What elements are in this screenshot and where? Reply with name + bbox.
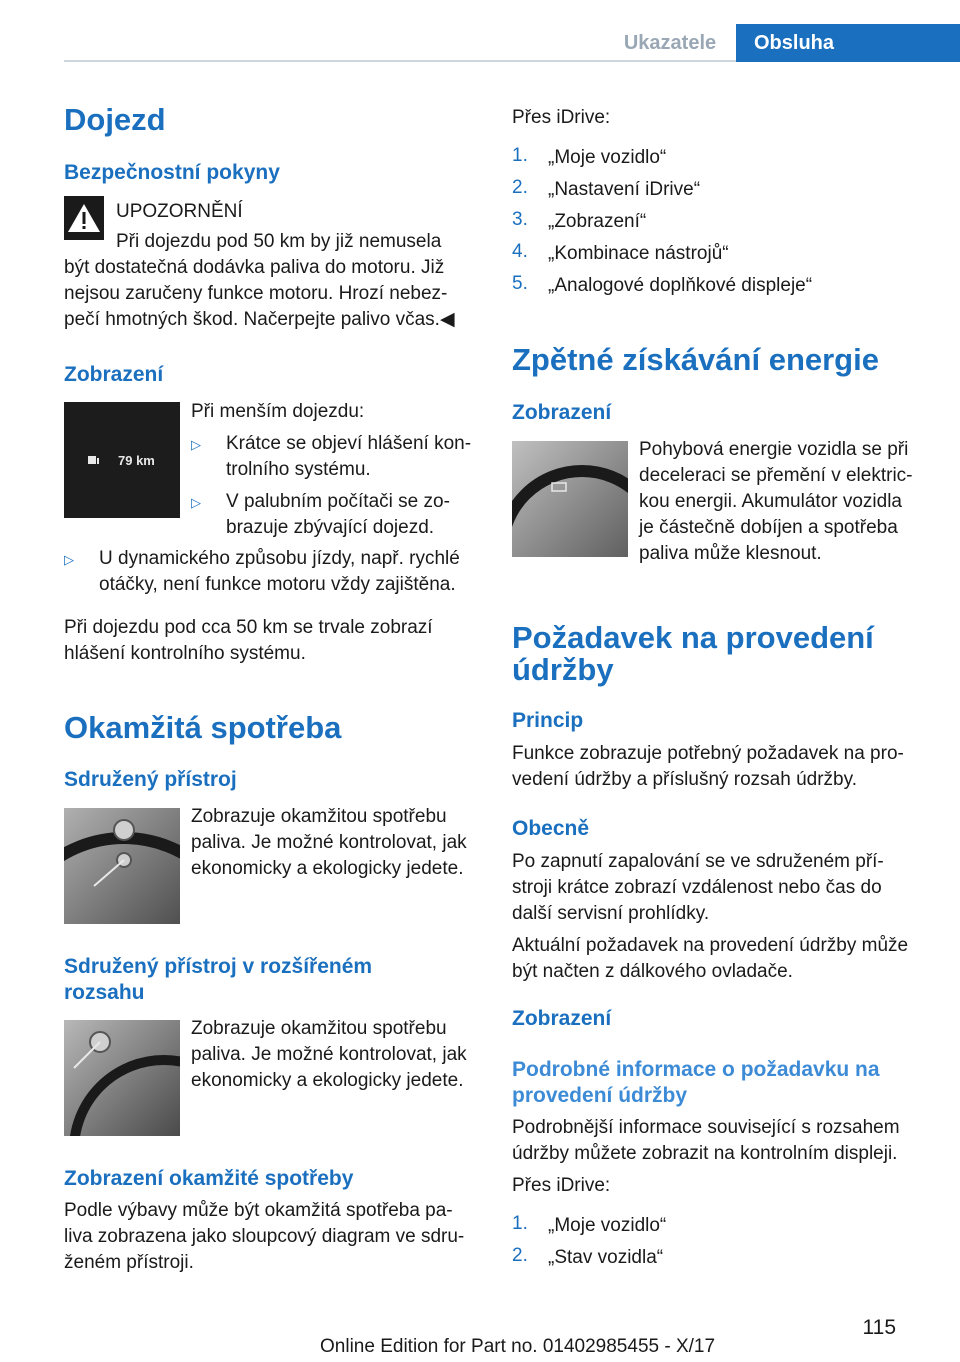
paragraph: vedení údržby a příslušný rozsah údržby.: [512, 769, 857, 790]
list-item: trolního systému.: [226, 459, 371, 480]
principle-heading: Princip: [512, 709, 584, 732]
step-label: „Nastavení iDrive“: [548, 179, 701, 200]
bullet-triangle-icon: ▷: [64, 552, 74, 567]
paragraph: Při dojezdu pod cca 50 km se trvale zobrazí: [64, 617, 433, 638]
service-title: Požadavek na provedení: [512, 620, 874, 655]
regen-display-heading: Zobrazení: [512, 401, 612, 424]
paragraph: paliva může klesnout.: [639, 543, 822, 564]
paragraph: ženém přístroji.: [64, 1252, 194, 1273]
paragraph: Po zapnutí zapalování se ve sdruženém pří‐: [512, 851, 884, 872]
step-label: „Moje vozidlo“: [548, 1215, 667, 1236]
range-display-image: [64, 402, 180, 518]
details-heading: Podrobné informace o požadavku na: [512, 1058, 880, 1081]
range-value-text: 79 km: [118, 453, 155, 468]
fuel-pump-icon: [88, 456, 96, 464]
paragraph: Zobrazuje okamžitou spotřebu: [191, 806, 447, 827]
list-item: V palubním počítači se zo‐: [226, 491, 450, 512]
warning-icon: [64, 196, 104, 240]
paragraph: údržby můžete zobrazit na kontrolním displeji.: [512, 1143, 898, 1164]
display-heading: Zobrazení: [64, 363, 164, 386]
list-item: Krátce se objeví hlášení kon‐: [226, 433, 472, 454]
safety-heading: Bezpečnostní pokyny: [64, 161, 280, 184]
display-intro: Při menším dojezdu:: [191, 401, 365, 422]
list-item: otáčky, není funkce motoru vždy zajištěna.: [99, 574, 456, 595]
paragraph: ekonomicky a ekologicky jedete.: [191, 858, 464, 879]
paragraph: stroji krátce zobrazí vzdálenost nebo čas do: [512, 877, 882, 898]
idrive-intro: Přes iDrive:: [512, 1175, 611, 1196]
paragraph: Zobrazuje okamžitou spotřebu: [191, 1018, 447, 1039]
consumption-title: Okamžitá spotřeba: [64, 710, 342, 745]
warning-text-line: být dostatečná dodávka paliva do motoru. Již: [64, 257, 445, 278]
regen-gauge-image: [512, 441, 628, 557]
instant-heading: Zobrazení okamžité spotřeby: [64, 1167, 354, 1190]
paragraph: ekonomicky a ekologicky jedete.: [191, 1070, 464, 1091]
general-heading: Obecně: [512, 817, 590, 840]
ext-heading: rozsahu: [64, 981, 145, 1004]
warning-text-line: nejsou zaručeny funkce motoru. Hrozí nebez‐: [64, 283, 448, 304]
step-number: 1.: [512, 145, 528, 166]
paragraph: Funkce zobrazuje potřebný požadavek na pro‐: [512, 743, 904, 764]
paragraph: paliva. Je možné kontrolovat, jak: [191, 1044, 467, 1065]
paragraph: být načten z dálkového ovladače.: [512, 961, 793, 982]
step-label: „Stav vozidla“: [548, 1247, 664, 1268]
ext-heading: Sdružený přístroj v rozšířeném: [64, 955, 373, 978]
tab-obsluha[interactable]: Obsluha: [736, 24, 960, 62]
paragraph: další servisní prohlídky.: [512, 903, 710, 924]
paragraph: liva zobrazena jako sloupcový diagram ve sdru‐: [64, 1226, 465, 1247]
paragraph: kou energii. Akumulátor vozidla: [639, 491, 902, 512]
idrive-intro: Přes iDrive:: [512, 107, 611, 128]
warning-text-line: Při dojezdu pod 50 km by již nemusela: [116, 231, 442, 252]
list-item: brazuje zbývající dojezd.: [226, 517, 435, 538]
step-label: „Moje vozidlo“: [548, 147, 667, 168]
service-display-heading: Zobrazení: [512, 1007, 612, 1030]
gauge-image: [64, 808, 180, 924]
step-number: 4.: [512, 241, 528, 262]
gauge-extended-image: [64, 1020, 180, 1136]
step-label: „Zobrazení“: [548, 211, 647, 232]
page-number: 115: [862, 1316, 896, 1339]
regen-title: Zpětné získávání energie: [512, 342, 879, 377]
step-number: 1.: [512, 1213, 528, 1234]
step-number: 2.: [512, 177, 528, 198]
step-label: „Kombinace nástrojů“: [548, 243, 729, 264]
list-item: U dynamického způsobu jízdy, např. rychlé: [99, 548, 460, 569]
paragraph: je částečně dobíjen a spotřeba: [639, 517, 898, 538]
paragraph: Podrobnější informace související s rozsahem: [512, 1117, 900, 1138]
step-number: 5.: [512, 273, 528, 294]
cluster-heading: Sdružený přístroj: [64, 768, 237, 791]
edition-footer: Online Edition for Part no. 01402985455 - X/17: [320, 1336, 716, 1357]
step-number: 3.: [512, 209, 528, 230]
paragraph: Podle výbavy může být okamžitá spotřeba pa‐: [64, 1200, 453, 1221]
paragraph: deceleraci se přemění v elektric‐: [639, 465, 913, 486]
paragraph: paliva. Je možné kontrolovat, jak: [191, 832, 467, 853]
details-heading: provedení údržby: [512, 1084, 688, 1107]
step-label: „Analogové doplňkové displeje“: [548, 275, 813, 296]
paragraph: Aktuální požadavek na provedení údržby může: [512, 935, 909, 956]
step-number: 2.: [512, 1245, 528, 1266]
warning-label: UPOZORNĚNÍ: [116, 201, 243, 222]
warning-text-line: pečí hmotných škod. Načerpejte palivo včas.◀: [64, 309, 455, 330]
paragraph: hlášení kontrolního systému.: [64, 643, 306, 664]
page-title: Dojezd: [64, 102, 166, 137]
service-title: údržby: [512, 652, 614, 687]
bullet-triangle-icon: ▷: [191, 437, 201, 452]
tab-ukazatele[interactable]: Ukazatele: [623, 32, 717, 54]
bullet-triangle-icon: ▷: [191, 495, 201, 510]
paragraph: Pohybová energie vozidla se při: [639, 439, 909, 460]
